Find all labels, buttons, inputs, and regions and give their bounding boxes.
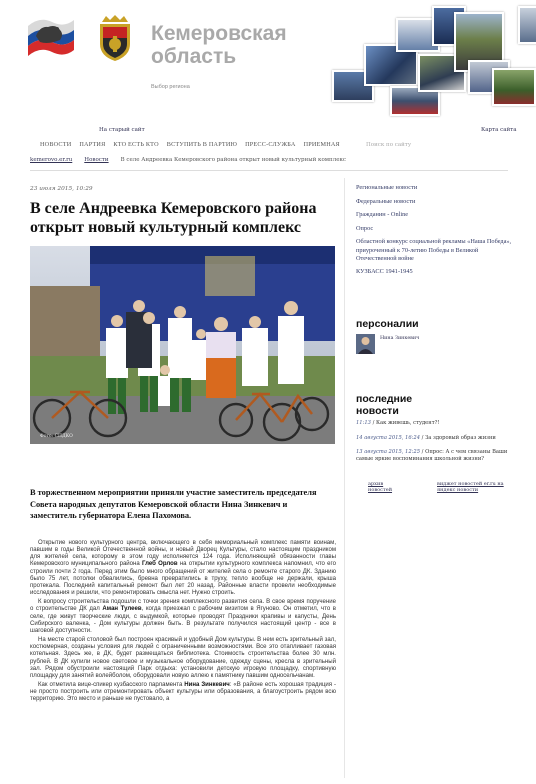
breadcrumb xyxy=(30,157,346,163)
article-photo xyxy=(30,246,335,444)
latest-news-list xyxy=(356,420,516,470)
kemerovo-coat-of-arms xyxy=(94,14,136,62)
person-avatar[interactable] xyxy=(356,334,375,354)
main-nav xyxy=(36,141,344,148)
party-logo[interactable] xyxy=(26,14,76,58)
region-title[interactable]: Кемеровская область xyxy=(151,22,287,68)
region-select-link[interactable]: Выбор региона xyxy=(151,84,190,90)
article-photo-image xyxy=(30,246,335,444)
sidebar-link-kuzbass[interactable]: КУЗБАСС 1941-1945 xyxy=(356,268,413,276)
article-paragraph: К вопросу строительства подошли с точки зрения комплексного развития села. В свое время поручение о строительстве ДК дал Аман Тулеев, когда приезжал с рабочим визитом в Ягуново. Он отметил, что в селе, где живут творческие люди, с выдумкой, которые проводят Праздники крапивы и капусты, День Сибирского валенка, - Дом культуры должен быть. В результате получился настоящий центр - все в шаговой доступности. xyxy=(30,599,336,634)
news-item[interactable]: 14 августа 2015, 16:24 / За здоровый образ жизни xyxy=(356,434,496,441)
breadcrumb-current: В селе Андреевка Кемеровского района открыт новый культурный комплекс xyxy=(120,157,346,163)
article-date: 23 июля 2015, 10:29 xyxy=(30,186,93,192)
sidebar-link-federal-news[interactable]: Федеральные новости xyxy=(356,197,416,205)
article-body xyxy=(30,540,336,705)
photo-collage xyxy=(332,4,536,112)
united-russia-bear-flag-icon xyxy=(26,14,76,58)
breadcrumb-home[interactable]: kemerovo.er.ru xyxy=(30,157,73,163)
article-lead: В торжественном мероприятии приняли участие заместитель председателя Совета народных депутатов Кемеровской области Нина Зинкевич и заместитель губернатора Елена Пахомова. xyxy=(30,488,317,520)
breadcrumb-news[interactable]: Новости xyxy=(84,157,109,163)
site-map-link[interactable]: Карта сайта xyxy=(481,127,517,133)
sidebar-link-regional-news[interactable]: Региональные новости xyxy=(356,184,418,191)
news-item[interactable]: 11:13 / Как живешь, студент?! xyxy=(356,420,440,426)
nav-item-reception[interactable]: ПРИЕМНАЯ xyxy=(303,141,340,148)
article-paragraph: Открытие нового культурного центра, включающего в себя мемориальный комплекс памяти воинам, павшим в годы Великой Отечественной войны, и новый Дворец Культуры, стало настоящим праздником для жителей села, которому в этом году исполняется 124 года. Исполняющий обязанности главы Кемеровского муниципального района Глеб Орлов на открытии культурного комплекса напомнил, что его строили почти 2 года. Перед этим было много обращений от жителей села о ремонте старого ДК. Зданию было 75 лет, потолки обвалились, бревна превратились в труху, тепло вообще не держали, крыша протекала. Последний капитальный ремонт был лет 20 назад. Районные власти провели необходимые исследования и решили, что ремонтировать смысла нет. Нужно строить. xyxy=(30,540,336,597)
nav-item-join-party[interactable]: ВСТУПИТЬ В ПАРТИЮ xyxy=(166,141,238,148)
search-input[interactable]: Поиск по сайту xyxy=(366,142,412,148)
article-paragraph: На месте старой столовой был построен красивый и удобный Дом культуры. В нем есть зрительный зал, костюмерная, созданы условия для людей с ограниченными возможностями. Все это отапливает газовая котельная. Здесь же, в ДК, будет размещаться библиотека. Стоимость строительства более 30 млн. рублей. В ДК купили новое световое и музыкальное оборудование, одежду сцены, кресла в зрительный зал. Рядом обустроили настоящий Парк отдыха: установили детскую игровую площадку, спортивную площадку для занятий волейболом, оборудовали новую аллею к памятнику павшим односельчанам. xyxy=(30,637,336,679)
nav-item-who-is-who[interactable]: КТО ЕСТЬ КТО xyxy=(113,141,159,148)
person-name-link[interactable]: Нина Зинкевич xyxy=(380,336,420,341)
latest-news-heading: последние новости xyxy=(356,393,413,417)
sidebar-links xyxy=(356,184,516,282)
photo-credit: Фото: СПДКО xyxy=(40,434,73,439)
old-site-link[interactable]: На старый сайт xyxy=(99,127,145,133)
sidebar-divider xyxy=(344,178,345,778)
persons-heading: персоналии xyxy=(356,318,419,330)
article-paragraph: Как отметила вице-спикер кузбасского парламента Нина Зинкевич: «В районе есть хорошая традиция - не просто построить или отремонтировать объект культуры или образования, а благоустроить рядом всю территорию. Это место и раньше не пустовало, а xyxy=(30,681,336,703)
person-mention: Глеб Орлов xyxy=(142,561,178,568)
yandex-widget-link[interactable]: виджет новостей er.ru на яндекс новости xyxy=(437,481,504,493)
news-archive-link[interactable]: архив новостей xyxy=(368,481,393,493)
nav-item-press-service[interactable]: ПРЕСС-СЛУЖБА xyxy=(245,141,296,148)
sidebar-link-poll[interactable]: Опрос xyxy=(356,224,374,232)
nav-item-party[interactable]: ПАРТИЯ xyxy=(79,141,106,148)
sidebar-link-citizen-online[interactable]: Гражданин - Online xyxy=(356,211,409,219)
person-photo-icon xyxy=(356,334,375,354)
article-headline: В селе Андреевка Кемеровского района открыт новый культурный комплекс xyxy=(30,200,317,236)
nav-item-news[interactable]: НОВОСТИ xyxy=(40,141,72,148)
kemerovo-coat-of-arms-icon xyxy=(94,14,136,62)
news-item[interactable]: 13 августа 2015, 12:25 / Опрос: А с чем связаны Ваши самые яркие воспоминания школьной жизни? xyxy=(356,449,508,462)
divider xyxy=(30,170,508,171)
person-mention: Нина Зинкевич xyxy=(184,681,230,688)
person-mention: Аман Тулеев xyxy=(102,606,142,613)
sidebar-link-contest[interactable]: Областной конкурс социальной рекламы «Наша Победа», приуроченный к 70-летию Победы в Великой Отечественной войне xyxy=(356,238,512,262)
